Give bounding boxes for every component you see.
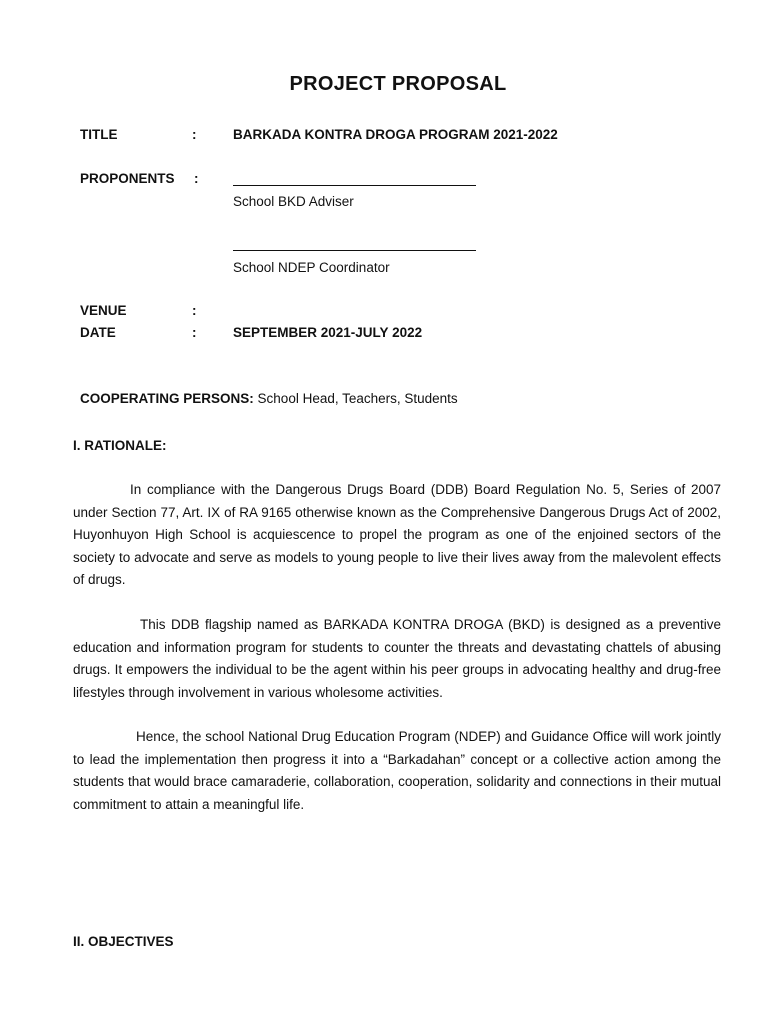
venue-colon: : bbox=[192, 303, 197, 318]
date-value: SEPTEMBER 2021-JULY 2022 bbox=[233, 325, 423, 340]
cooperating-persons bbox=[80, 391, 458, 406]
page-title: PROJECT PROPOSAL bbox=[289, 73, 507, 95]
proponent-2-role: School NDEP Coordinator bbox=[233, 260, 390, 275]
proponent-1-signature-line bbox=[233, 172, 476, 186]
cooperating-persons-value: School Head, Teachers, Students bbox=[257, 391, 458, 406]
rationale-heading: I. RATIONALE: bbox=[73, 438, 167, 453]
date-colon: : bbox=[192, 325, 197, 340]
rationale-paragraph-1: In compliance with the Dangerous Drugs Board (DDB) Board Regulation No. 5, Series of 2007 under Section 77, Art. IX of RA 9165 otherwise known as the Comprehensive Dangerous Drugs Act of 2002, Huyonhuyon High School is acquiescence to propel the program as one of the enjoined sectors of the society to advocate and serve as models to young people to live their lives away from the malevolent effects of drugs. bbox=[73, 482, 721, 588]
venue-label: VENUE bbox=[80, 303, 127, 318]
proponent-1-role: School BKD Adviser bbox=[233, 194, 354, 209]
objectives-heading: II. OBJECTIVES bbox=[73, 934, 174, 949]
proponents-label: PROPONENTS bbox=[80, 171, 175, 186]
title-value: BARKADA KONTRA DROGA PROGRAM 2021-2022 bbox=[233, 127, 558, 142]
rationale-paragraph-2: This DDB flagship named as BARKADA KONTRA DROGA (BKD) is designed as a preventive education and information program for students to counter the threats and devastating chattels of abusing drugs. It empowers the individual to be the agent within his peer groups in advocating healthy and drug-free lifestyles through involvement in various wholesome activities. bbox=[73, 617, 721, 700]
proponents-colon: : bbox=[194, 171, 199, 186]
title-label: TITLE bbox=[80, 127, 118, 142]
cooperating-persons-label: COOPERATING PERSONS: bbox=[80, 391, 254, 406]
proponent-2-signature-line bbox=[233, 237, 476, 251]
rationale-paragraph-3: Hence, the school National Drug Education Program (NDEP) and Guidance Office will work jointly to lead the implementation then progress it into a “Barkadahan” concept or a collective action among the students that would brace camaraderie, collaboration, cooperation, solidarity and connections in their mutual commitment to attain a meaningful life. bbox=[73, 729, 721, 812]
date-label: DATE bbox=[80, 325, 116, 340]
title-colon: : bbox=[192, 127, 197, 142]
